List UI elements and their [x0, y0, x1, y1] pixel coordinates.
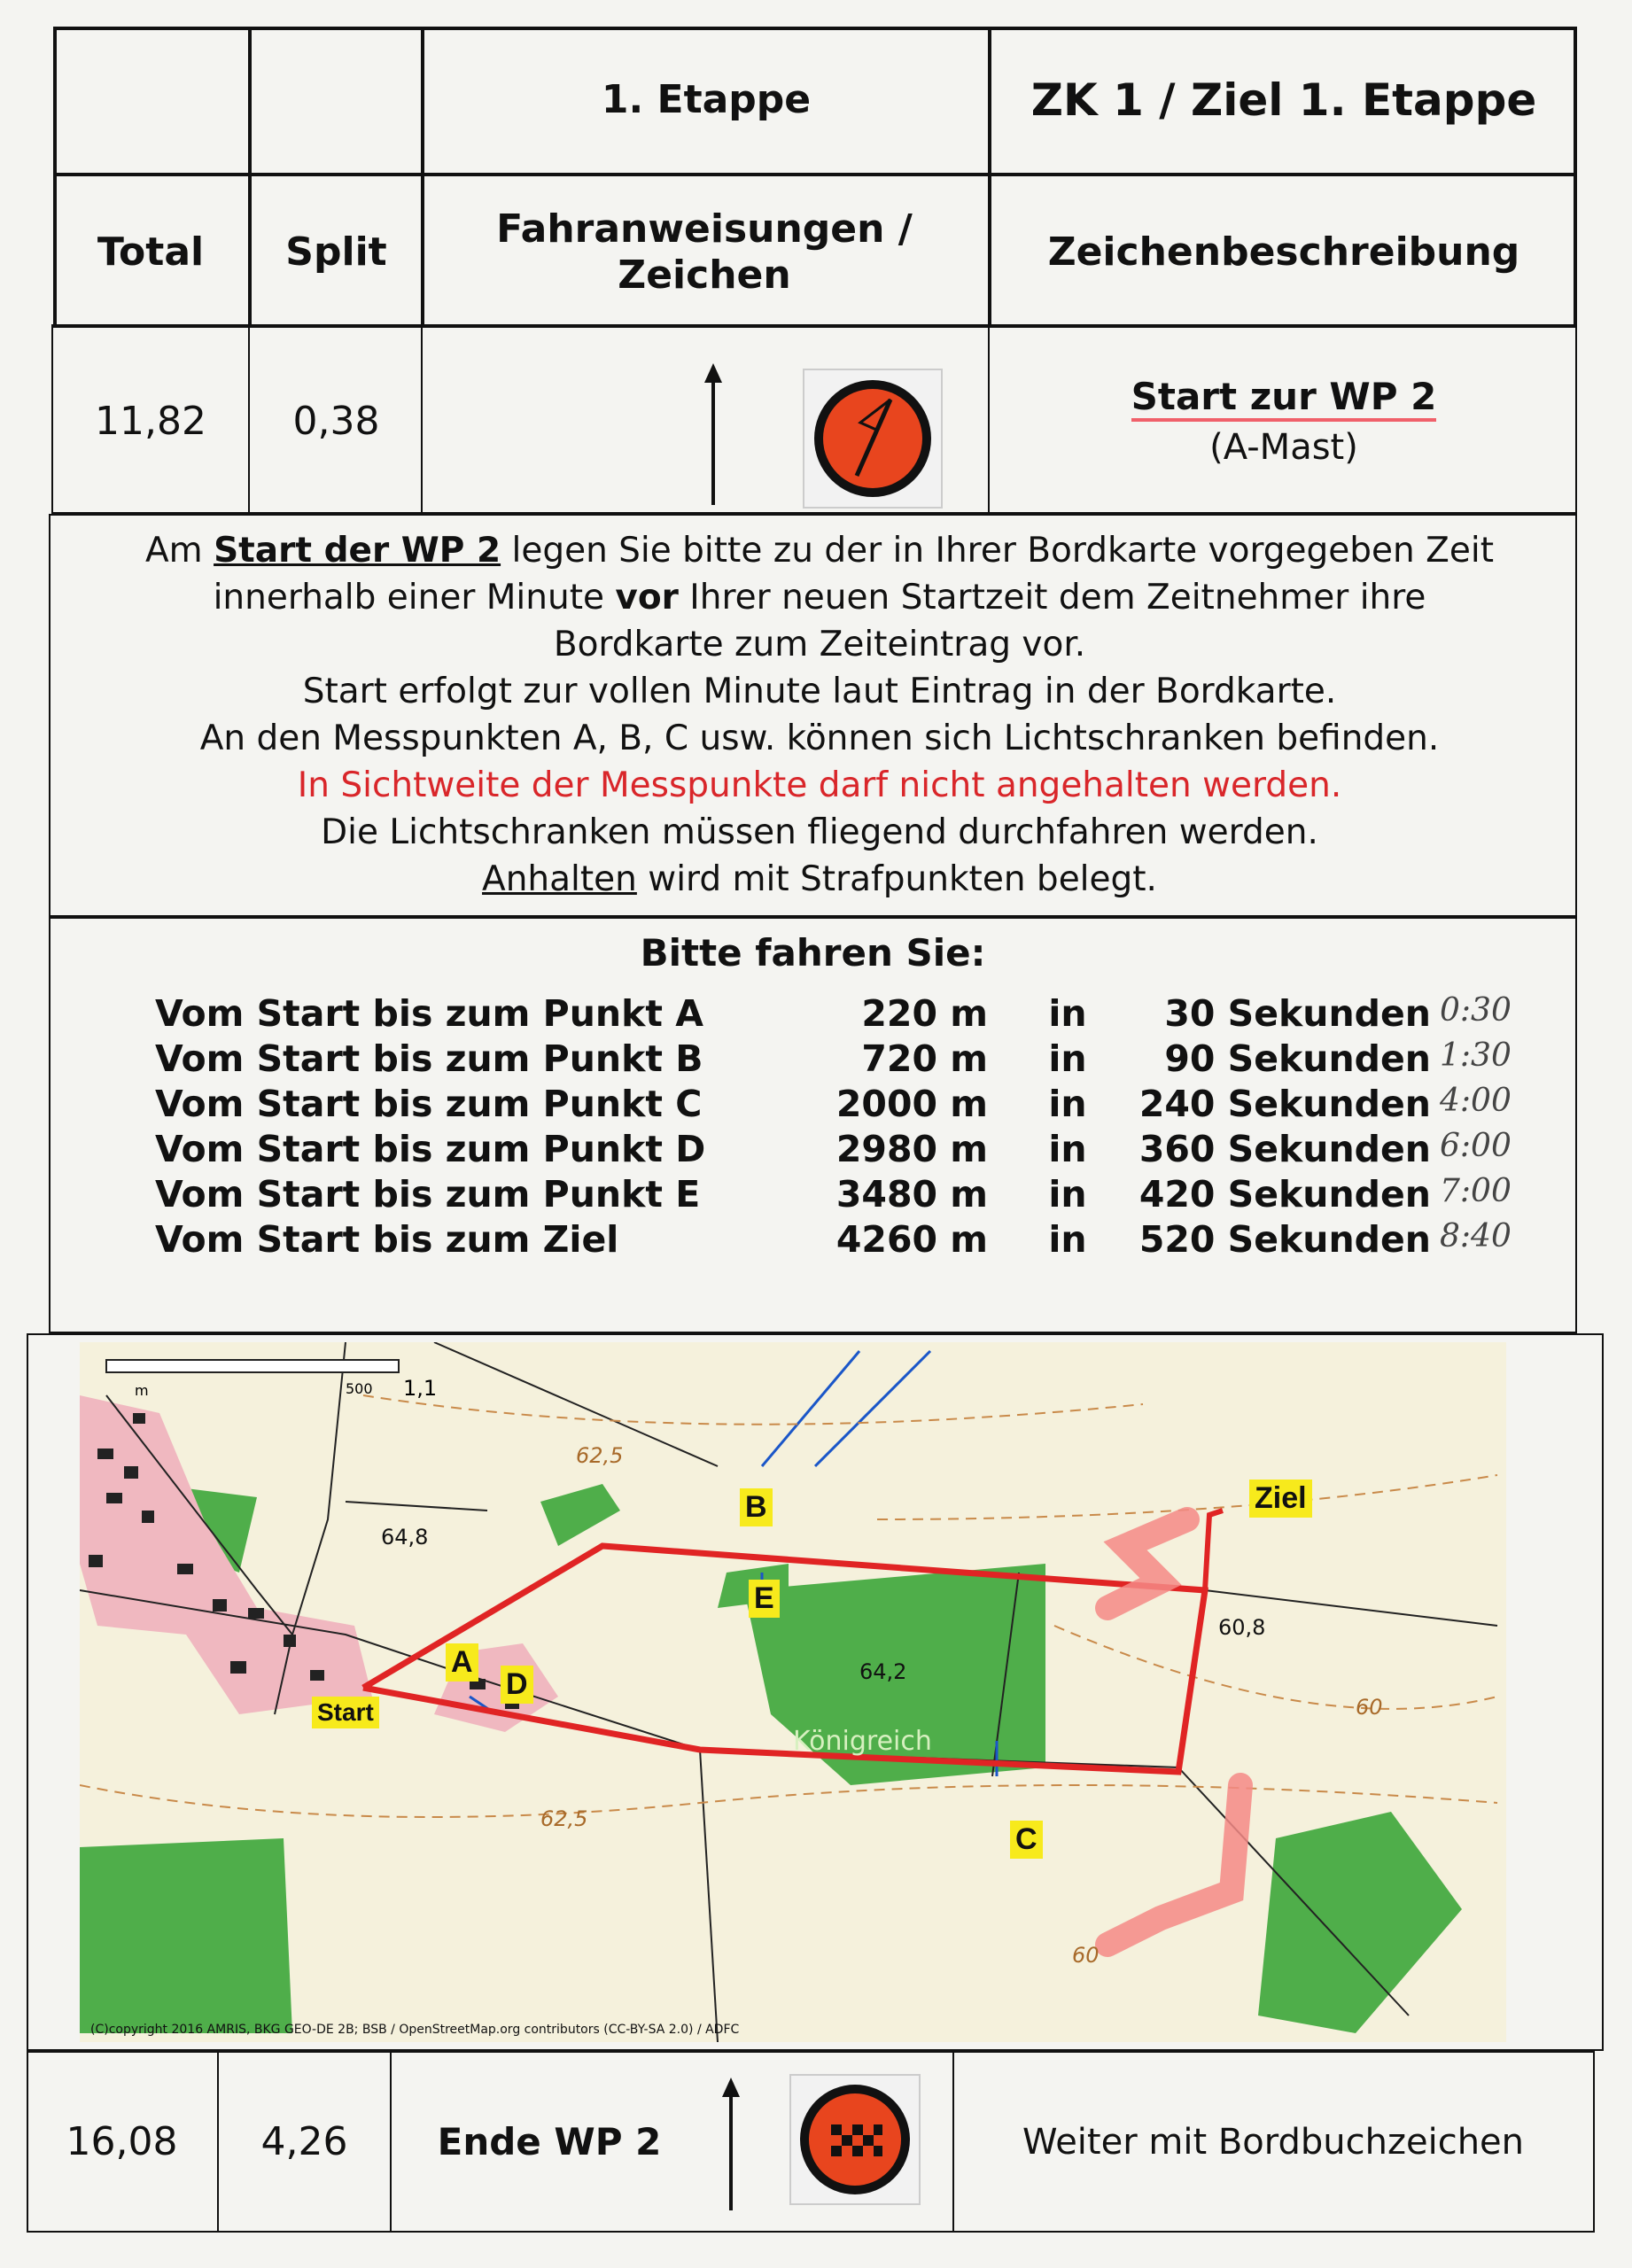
schedule-label: Vom Start bis zum Punkt C [155, 1083, 703, 1125]
start-description-sub: (A-Mast) [1209, 426, 1358, 468]
schedule-in: in [1048, 992, 1087, 1035]
schedule-distance: 720 m [861, 1037, 988, 1080]
map-elev: 64,8 [381, 1525, 429, 1550]
map-label-start: Start [312, 1697, 379, 1728]
instruction-line-2 [102, 574, 1537, 621]
schedule-in: in [1048, 1083, 1087, 1125]
map-label-a: A [446, 1643, 478, 1682]
map-copyright: (C)copyright 2016 AMRIS, BKG GEO-DE 2B; BSB / OpenStreetMap.org contributors (CC-BY-SA 2.0) / ADFC [90, 2023, 740, 2037]
finish-flag-icon [789, 2073, 921, 2210]
roadbook-page [49, 27, 1586, 2233]
schedule-time: 90 Sekunden [1164, 1037, 1431, 1080]
schedule-distance: 2000 m [835, 1083, 988, 1125]
p1-vor: vor [615, 578, 679, 617]
end-total: 16,08 [66, 2119, 178, 2164]
schedule-time: 240 Sekunden [1139, 1083, 1431, 1125]
schedule-time: 420 Sekunden [1139, 1173, 1431, 1216]
map-elev: 64,2 [859, 1659, 907, 1684]
col-total: Total [97, 229, 205, 275]
map-label-d: D [501, 1666, 533, 1704]
schedule-note: 4:00 [1440, 1083, 1512, 1119]
map-label-e: E [749, 1580, 780, 1618]
schedule-distance: 2980 m [835, 1128, 988, 1170]
instruction-warning: In Sichtweite der Messpunkte darf nicht angehalten werden. [297, 765, 1342, 805]
schedule-note: 7:00 [1440, 1173, 1512, 1209]
schedule-in: in [1048, 1218, 1087, 1261]
map-elev: 60,8 [1218, 1615, 1266, 1640]
zk-label: ZK 1 / Ziel 1. Etappe [1030, 74, 1537, 126]
map-elev: 60 [1072, 1943, 1100, 1968]
instruction-line-5: An den Messpunkten A, B, C usw. können sich Lichtschranken befinden. [199, 718, 1440, 758]
col-description: Zeichenbeschreibung [1047, 229, 1520, 275]
map-label-b: B [740, 1488, 773, 1526]
forest-name: Königreich [793, 1726, 932, 1757]
straight-arrow-icon [718, 2078, 744, 2214]
schedule-in: in [1048, 1173, 1087, 1216]
instruction-line-1 [102, 527, 1537, 574]
schedule-note: 0:30 [1440, 992, 1512, 1029]
instruction-line-7: Die Lichtschranken müssen fliegend durchfahren werden. [321, 812, 1318, 852]
schedule-label: Vom Start bis zum Punkt B [155, 1037, 703, 1080]
instruction-line-3: Bordkarte zum Zeiteintrag vor. [553, 625, 1086, 664]
schedule-distance: 4260 m [835, 1218, 988, 1261]
map-elev: 62,5 [576, 1443, 624, 1468]
p6-anhalten: Anhalten [482, 859, 637, 899]
end-description: Weiter mit Bordbuchzeichen [1022, 2121, 1524, 2163]
end-split: 4,26 [260, 2119, 348, 2164]
schedule-distance: 3480 m [835, 1173, 988, 1216]
p1-c: legen Sie bitte zu der in Ihrer Bordkarte vorgegeben Zeit [511, 531, 1494, 571]
map-elev: 1,1 [403, 1376, 438, 1401]
schedule-time: 30 Sekunden [1164, 992, 1431, 1035]
p1-d: innerhalb einer Minute [213, 578, 604, 617]
p1-f: Ihrer neuen Startzeit dem Zeitnehmer ihre [689, 578, 1426, 617]
schedule-in: in [1048, 1128, 1087, 1170]
straight-arrow-icon [700, 363, 727, 509]
schedule-note: 6:00 [1440, 1128, 1512, 1164]
start-split: 0,38 [292, 398, 380, 444]
schedule-time: 360 Sekunden [1139, 1128, 1431, 1170]
scale-m: m [135, 1382, 149, 1399]
instruction-line-8 [102, 856, 1537, 903]
col-instructions: Fahranweisungen / Zeichen [496, 206, 913, 298]
map-label-c: C [1010, 1821, 1043, 1859]
forest-area [80, 1838, 292, 2033]
scale-500: 500 [346, 1380, 373, 1397]
schedule-distance: 220 m [861, 992, 988, 1035]
schedule-note: 8:40 [1440, 1218, 1512, 1254]
start-description [991, 328, 1576, 514]
p6-b: wird mit Strafpunkten belegt. [648, 859, 1157, 899]
schedule-box [49, 917, 1577, 1333]
instructions-text [102, 527, 1537, 903]
end-title: Ende WP 2 [437, 2120, 662, 2163]
schedule-label: Vom Start bis zum Punkt D [155, 1128, 706, 1170]
p1-a: Am [145, 531, 203, 571]
start-flag-icon [802, 368, 944, 513]
route-map [80, 1342, 1506, 2042]
map-elev: 60 [1356, 1695, 1383, 1720]
schedule-in: in [1048, 1037, 1087, 1080]
instruction-line-4: Start erfolgt zur vollen Minute laut Eintrag in der Bordkarte. [302, 672, 1337, 711]
schedule-time: 520 Sekunden [1139, 1218, 1431, 1261]
schedule-note: 1:30 [1440, 1037, 1512, 1074]
schedule-title: Bitte fahren Sie: [640, 930, 986, 975]
schedule-label: Vom Start bis zum Ziel [155, 1218, 619, 1261]
schedule-label: Vom Start bis zum Punkt E [155, 1173, 701, 1216]
start-total: 11,82 [95, 398, 206, 444]
map-label-ziel: Ziel [1249, 1480, 1312, 1518]
col-split: Split [285, 229, 387, 275]
stage-label: 1. Etappe [601, 77, 812, 122]
map-elev: 62,5 [540, 1806, 588, 1831]
schedule-label: Vom Start bis zum Punkt A [155, 992, 703, 1035]
p1-start-wp: Start der WP 2 [214, 531, 501, 571]
start-description-title: Start zur WP 2 [1131, 375, 1437, 422]
